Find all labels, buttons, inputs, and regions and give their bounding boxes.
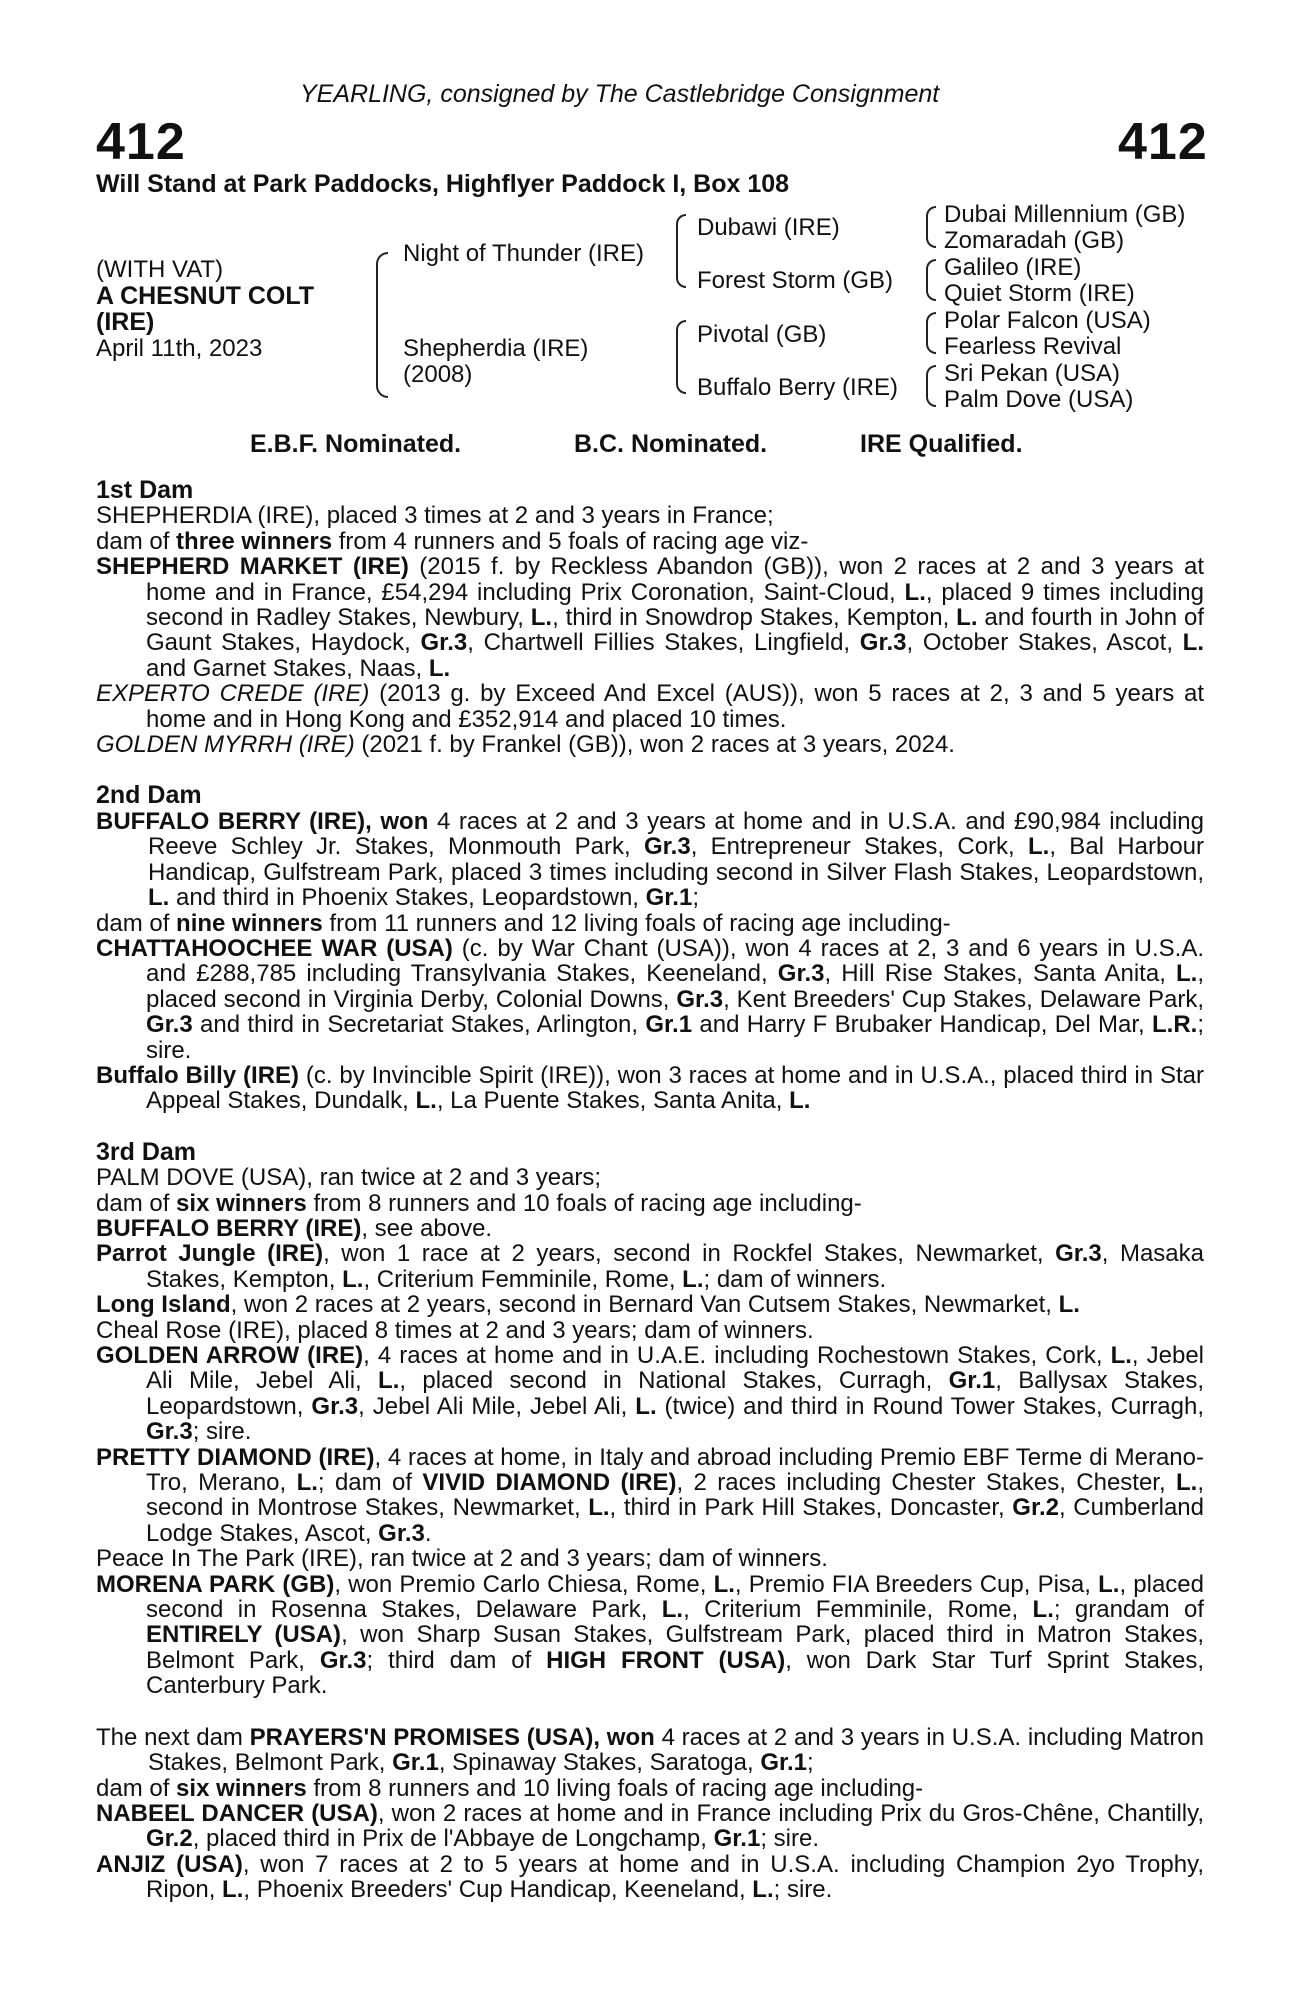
ebf-nominated: E.B.F. Nominated.: [250, 430, 462, 458]
date-of-birth: April 11th, 2023: [96, 335, 263, 362]
third-dam-line: PALM DOVE (USA), ran twice at 2 and 3 years;: [96, 1164, 602, 1192]
dd-sire: Sri Pekan (USA): [944, 360, 1121, 387]
third-dam-heading: 3rd Dam: [96, 1137, 197, 1166]
third-dam-produce: dam of six winners from 8 runners and 10 foals of racing age including-: [96, 1189, 862, 1217]
ds-dam: Fearless Revival: [944, 333, 1122, 360]
lot-number-left: 412: [96, 113, 186, 171]
stand-location: Will Stand at Park Paddocks, Highflyer Paddock I, Box 108: [96, 170, 790, 198]
brace-dd: [926, 365, 936, 407]
sd-sire: Galileo (IRE): [944, 254, 1082, 281]
grand-offspring-entry: MORENA PARK (GB), won Premio Carlo Chiesa, Rome, L., Premio FIA Breeders Cup, Pisa, L., placed second in Rosenna Stakes, Delaware Park, L., Criterium Femminile, Rome, L.; grandam of ENTIRELY (USA), won Sharp Susan Stakes, Gulfstream Park, placed third in Matron Stakes, Belmont Park, Gr.3; third dam of HIGH FRONT (USA), won Dark Star Turf Sprint Stakes, Canterbury Park.: [96, 1570, 1205, 1700]
brace-ss: [926, 206, 936, 248]
offspring-entry: Parrot Jungle (IRE), won 1 race at 2 years, second in Rockfel Stakes, Newmarket, Gr.3, Masaka Stakes, Kempton, L., Criterium Femminile, Rome, L.; dam of winners.: [96, 1240, 1204, 1293]
sire-dam: Forest Storm (GB): [697, 267, 894, 294]
ds-sire: Polar Falcon (USA): [944, 307, 1151, 334]
sd-dam: Quiet Storm (IRE): [944, 280, 1135, 307]
next-dam-produce: dam of six winners from 8 runners and 10 living foals of racing age including-: [96, 1774, 924, 1802]
offspring-entry: GOLDEN MYRRH (IRE) (2021 f. by Frankel (GB)), won 2 races at 3 years, 2024.: [96, 731, 955, 759]
second-dam-record: BUFFALO BERRY (IRE), won 4 races at 2 and 3 years at home and in U.S.A. and £90,984 including Reeve Schley Jr. Stakes, Monmouth Park, Gr.3, Entrepreneur Stakes, Cork, L., Bal Harbour Handicap, Gulfstream Park, placed 3 times including second in Silver Flash Stakes, Leopardstown, L. and third in Phoenix Stakes, Leopardstown, Gr.1;: [96, 807, 1205, 912]
dam-name: Shepherdia (IRE): [403, 335, 589, 362]
first-dam-line: SHEPHERDIA (IRE), placed 3 times at 2 and 3 years in France;: [96, 502, 774, 530]
consignment-subtitle: YEARLING, consigned by The Castlebridge Consignment: [300, 80, 940, 108]
second-dam-produce: dam of nine winners from 11 runners and 12 living foals of racing age including-: [96, 909, 951, 937]
offspring-entry: SHEPHERD MARKET (IRE) (2015 f. by Reckless Abandon (GB)), won 2 races at 2 and 3 years at home and in France, £54,294 including Prix Coronation, Saint-Cloud, L., placed 9 times including second in Radley Stakes, Newbury, L., third in Snowdrop Stakes, Kempton, L. and fourth in John of Gaunt Stakes, Haydock, Gr.3, Chartwell Fillies Stakes, Lingfield, Gr.3, October Stakes, Ascot, L. and Garnet Stakes, Naas, L.: [96, 553, 1204, 682]
brace-sd: [926, 259, 936, 301]
brace-ds: [926, 312, 936, 354]
dam-year: (2008): [403, 361, 473, 388]
offspring-entry: CHATTAHOOCHEE WAR (USA) (c. by War Chant (USA)), won 4 races at 2, 3 and 6 years in U.S.A. and £288,785 including Transylvania Stakes, Keeneland, Gr.3, Hill Rise Stakes, Santa Anita, L., placed second in Virginia Derby, Colonial Downs, Gr.3, Kent Breeders' Cup Stakes, Delaware Park, Gr.3 and third in Secretariat Stakes, Arlington, Gr.1 and Harry F Brubaker Handicap, Del Mar, L.R.; sire.: [96, 934, 1204, 1064]
grand-offspring-entry: PRETTY DIAMOND (IRE), 4 races at home, in Italy and abroad including Premio EBF Terme di Merano-Tro, Merano, L.; dam of VIVID DIAMOND (IRE), 2 races including Chester Stakes, Chester, L., second in Montrose Stakes, Newmarket, L., third in Park Hill Stakes, Doncaster, Gr.2, Cumberland Lodge Stakes, Ascot, Gr.3.: [96, 1443, 1205, 1547]
dd-dam: Palm Dove (USA): [944, 386, 1134, 413]
brace-main: [376, 252, 388, 398]
offspring-entry: NABEEL DANCER (USA), won 2 races at home and in France including Prix du Gros-Chêne, Chantilly, Gr.2, placed third in Prix de l'Abbaye de Longchamp, Gr.1; sire.: [96, 1799, 1204, 1853]
next-dam-record: The next dam PRAYERS'N PROMISES (USA), won 4 races at 2 and 3 years in U.S.A. including Matron Stakes, Belmont Park, Gr.1, Spinaway Stakes, Saratoga, Gr.1;: [96, 1723, 1205, 1777]
offspring-entry: Peace In The Park (IRE), ran twice at 2 and 3 years; dam of winners.: [96, 1545, 828, 1573]
sire-sire: Dubawi (IRE): [697, 214, 840, 241]
first-dam-produce: dam of three winners from 4 runners and 5 foals of racing age viz-: [96, 527, 809, 555]
sire-name: Night of Thunder (IRE): [403, 240, 644, 267]
offspring-entry: EXPERTO CREDE (IRE) (2013 g. by Exceed And Excel (AUS)), won 5 races at 2, 3 and 5 years at home and in Hong Kong and £352,914 and placed 10 times.: [96, 680, 1204, 733]
offspring-entry: Cheal Rose (IRE), placed 8 times at 2 and 3 years; dam of winners.: [96, 1316, 814, 1344]
brace-sire: [676, 214, 686, 288]
second-dam-heading: 2nd Dam: [96, 781, 202, 810]
horse-name-country: (IRE): [96, 308, 155, 336]
vat-note: (WITH VAT): [96, 256, 224, 283]
offspring-entry: Buffalo Billy (IRE) (c. by Invincible Spirit (IRE)), won 3 races at home and in U.S.A., placed third in Star Appeal Stakes, Dundalk, L., La Puente Stakes, Santa Anita, L.: [96, 1061, 1204, 1115]
catalogue-body: [96, 478, 1204, 1903]
offspring-entry: Long Island, won 2 races at 2 years, second in Bernard Van Cutsem Stakes, Newmarket, L.: [96, 1291, 1080, 1319]
bc-nominated: B.C. Nominated.: [574, 430, 768, 458]
ss-sire: Dubai Millennium (GB): [944, 201, 1186, 228]
lot-number-right: 412: [1118, 113, 1208, 171]
grand-offspring-entry: GOLDEN ARROW (IRE), 4 races at home and in U.A.E. including Rochestown Stakes, Cork, L., Jebel Ali Mile, Jebel Ali, L., placed second in National Stakes, Curragh, Gr.1, Ballysax Stakes, Leopardstown, Gr.3, Jebel Ali Mile, Jebel Ali, L. (twice) and third in Round Tower Stakes, Curragh, Gr.3; sire.: [96, 1342, 1205, 1446]
first-dam-heading: 1st Dam: [96, 476, 194, 504]
horse-name: A CHESNUT COLT: [96, 282, 315, 310]
ire-qualified: IRE Qualified.: [860, 430, 1023, 458]
brace-dam: [676, 320, 686, 394]
offspring-entry: ANJIZ (USA), won 7 races at 2 to 5 years at home and in U.S.A. including Champion 2yo Trophy, Ripon, L., Phoenix Breeders' Cup Handicap, Keeneland, L.; sire.: [96, 1850, 1204, 1904]
ss-dam: Zomaradah (GB): [944, 227, 1125, 254]
dam-dam: Buffalo Berry (IRE): [697, 374, 898, 401]
dam-sire: Pivotal (GB): [697, 321, 827, 348]
offspring-entry: BUFFALO BERRY (IRE), see above.: [96, 1214, 493, 1242]
